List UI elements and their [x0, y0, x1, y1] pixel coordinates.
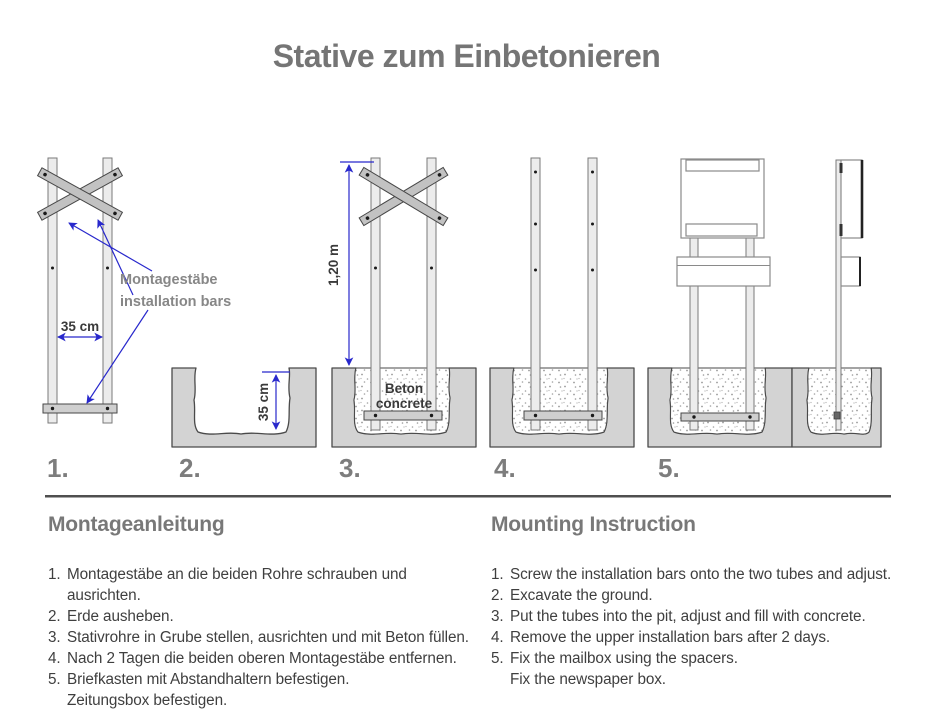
list-item: 4. Remove the upper installation bars after 2 days. [491, 629, 831, 646]
ground-cross-section [172, 368, 316, 447]
step3-concrete-diagram [326, 158, 476, 447]
step-number-3: 3. [339, 453, 361, 483]
tube-right [588, 158, 597, 430]
mailbox-bottom-strip [686, 224, 757, 236]
step4-cured-diagram [490, 158, 634, 447]
step1-stand-diagram [38, 158, 232, 423]
tube-side-view [836, 160, 841, 430]
depth-dimension-label: 35 cm [256, 382, 271, 422]
height-dimension-label: 1,20 m [326, 243, 341, 287]
list-item: 3. Put the tubes into the pit, adjust and fill with concrete. [491, 608, 866, 625]
tube-right [103, 158, 112, 423]
step-number-2: 2. [179, 453, 201, 483]
instructions-german [48, 513, 480, 711]
list-item: 3. Stativrohre in Grube stellen, ausrichten und mit Beton füllen. [48, 629, 469, 646]
page-title: Stative zum Einbetonieren [272, 38, 661, 74]
instructions-english [491, 513, 927, 690]
concrete-label-de: Beton [384, 381, 424, 396]
instructions-english-heading: Mounting Instruction [491, 513, 696, 536]
concrete-label-en: concrete [375, 396, 433, 411]
list-item: 5. Briefkasten mit Abstandhaltern befestigen. Zeitungsbox befestigen. [48, 671, 350, 709]
step-number-1: 1. [47, 453, 69, 483]
newspaper-box-side [841, 257, 860, 286]
tube-right [427, 158, 436, 430]
instructions-english-list [491, 564, 927, 690]
tube-left [531, 158, 540, 430]
section-divider [45, 495, 891, 498]
step2-pit-diagram [172, 368, 316, 447]
list-item: 4. Nach 2 Tagen die beiden oberen Montagestäbe entfernen. [48, 650, 457, 667]
mailbox-lid [686, 160, 759, 171]
step5-mailbox-diagram [648, 159, 881, 447]
step-number-5: 5. [658, 453, 680, 483]
width-dimension-label: 35 cm [60, 319, 100, 334]
mailbox-side [841, 160, 862, 238]
list-item: 1. Screw the installation bars onto the two tubes and adjust. [491, 566, 892, 583]
list-item: 1. Montagestäbe an die beiden Rohre schrauben und ausrichten. [48, 566, 407, 604]
instructions-german-list [48, 564, 480, 711]
installation-bars-label-en: installation bars [120, 294, 232, 310]
list-item: 2. Erde ausheben. [48, 608, 174, 625]
step-number-4: 4. [494, 453, 516, 483]
instructions-german-heading: Montageanleitung [48, 513, 225, 536]
list-item: 5. Fix the mailbox using the spacers. Fix the newspaper box. [491, 650, 738, 688]
newspaper-box-front [677, 257, 770, 286]
installation-bars-label-de: Montagestäbe [120, 272, 218, 288]
list-item: 2. Excavate the ground. [491, 587, 653, 604]
tube-left [371, 158, 380, 430]
tube-left [48, 158, 57, 423]
anchor-side-view [834, 412, 840, 419]
